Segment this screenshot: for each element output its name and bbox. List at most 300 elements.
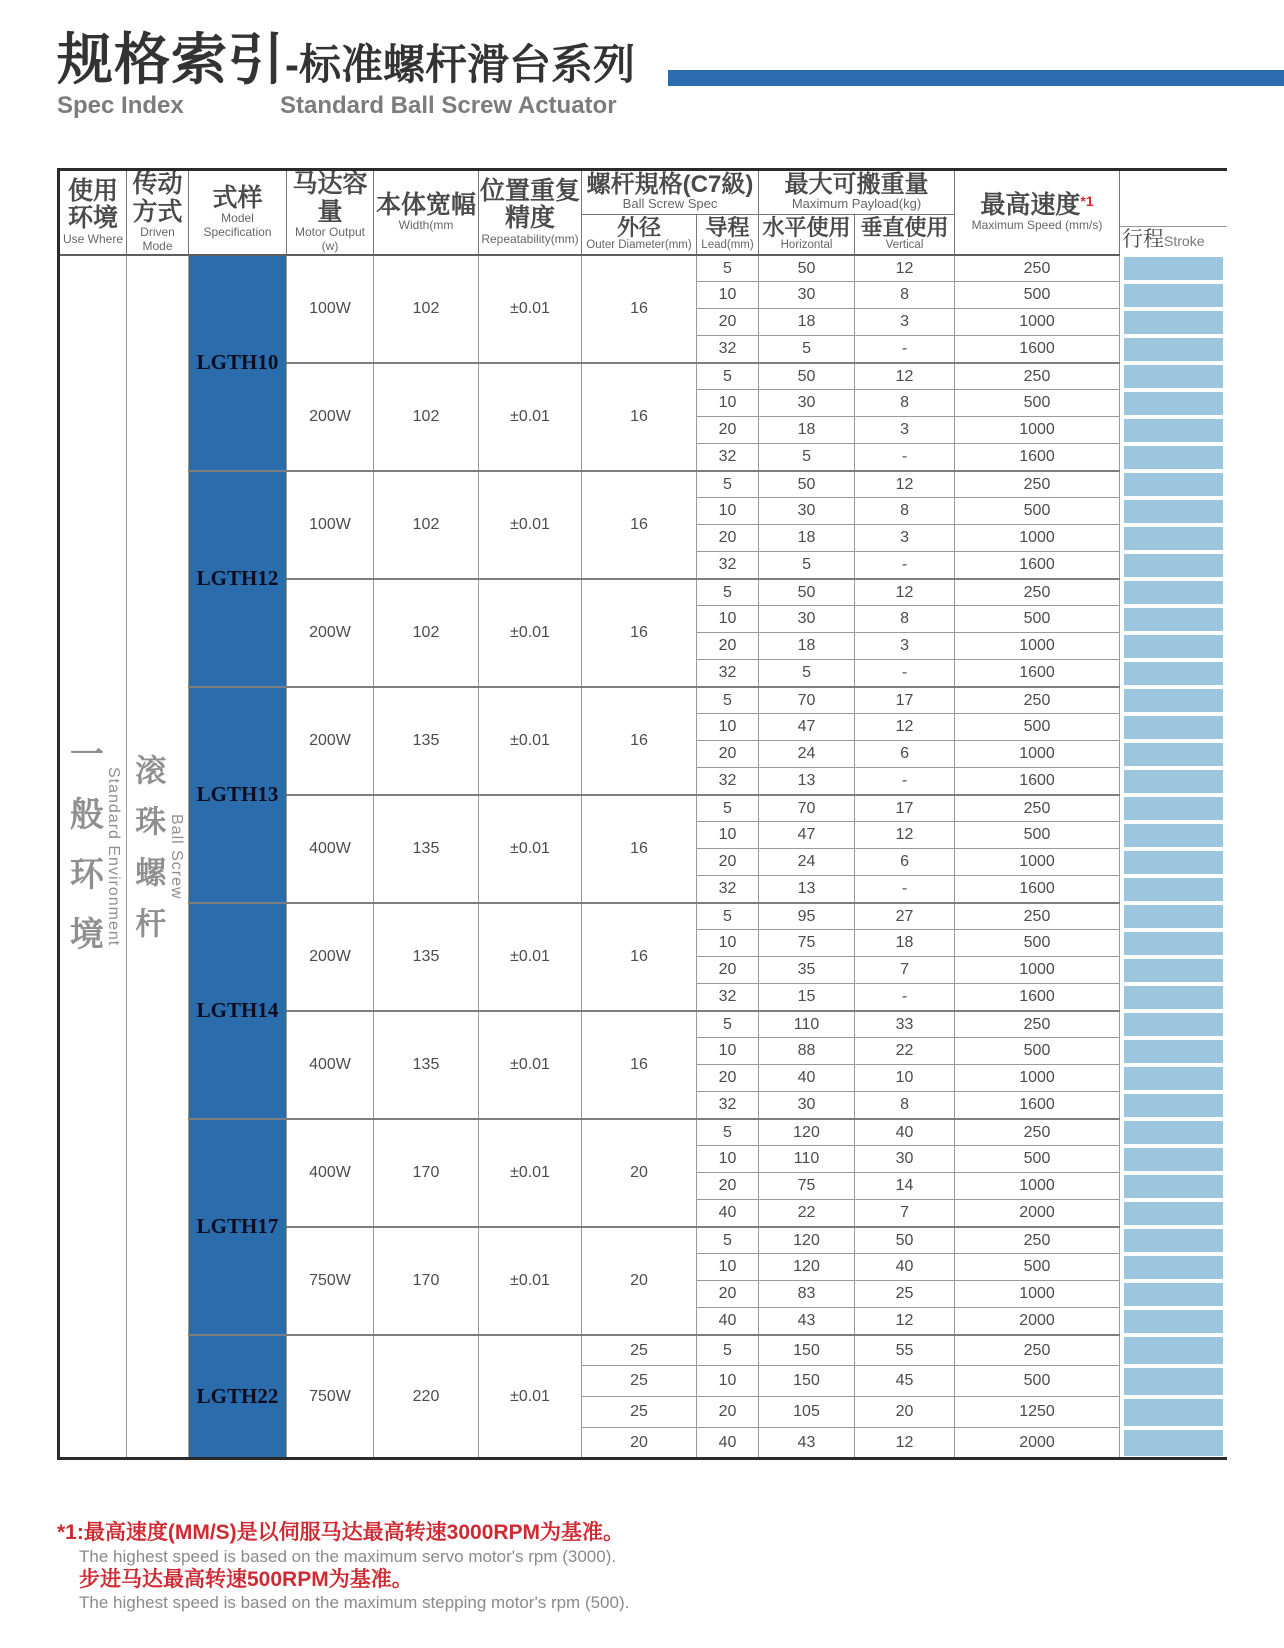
lead-cell: 32 (697, 768, 759, 795)
stroke-bar-cell (1120, 390, 1227, 417)
lead-cell: 5 (697, 255, 759, 282)
vertical-payload-header (855, 214, 955, 254)
stroke-bar-cell (1120, 1200, 1227, 1227)
stroke-bar-cell (1120, 309, 1227, 336)
stroke-bar-cell (1120, 471, 1227, 498)
vertical-payload-cell: 8 (855, 282, 955, 309)
speed-cell: 500 (955, 1146, 1120, 1173)
use-where-header-cn: 使用环境 (67, 176, 118, 233)
vertical-payload-cell: - (855, 552, 955, 579)
motor-output-cell: 200W (287, 903, 374, 1011)
repeatability-cell: ±0.01 (479, 1227, 582, 1335)
vertical-payload-cell: 30 (855, 1146, 955, 1173)
stroke-bar-cell (1120, 1397, 1227, 1428)
lead-cell: 5 (697, 1227, 759, 1254)
stroke-bar-cell (1120, 768, 1227, 795)
speed-cell: 1600 (955, 552, 1120, 579)
lead-cell: 10 (697, 1254, 759, 1281)
vertical-payload-cell: 3 (855, 309, 955, 336)
motor-output-cell: 200W (287, 579, 374, 687)
max-speed-header-en: Maximum Speed (mm/s) (971, 218, 1103, 233)
model-cell: LGTH10 (189, 255, 287, 471)
speed-cell: 500 (955, 1038, 1120, 1065)
vertical-payload-cell: 55 (855, 1335, 955, 1366)
horizontal-payload-cell: 83 (759, 1281, 855, 1308)
ball-screw-spec-header (582, 170, 759, 215)
page-title-cn: 规格索引 (57, 28, 285, 91)
lead-cell: 20 (697, 741, 759, 768)
lead-cell: 10 (697, 390, 759, 417)
motor-output-cell: 750W (287, 1227, 374, 1335)
horizontal-payload-cell: 5 (759, 336, 855, 363)
repeatability-cell: ±0.01 (479, 471, 582, 579)
horizontal-payload-cell: 13 (759, 876, 855, 903)
lead-cell: 10 (697, 930, 759, 957)
speed-cell: 500 (955, 1366, 1120, 1397)
stroke-bar-cell (1120, 336, 1227, 363)
speed-cell: 250 (955, 687, 1120, 714)
vertical-payload-header-cn: 垂直使用 (860, 214, 949, 240)
horizontal-payload-cell: 110 (759, 1146, 855, 1173)
stroke-bar-cell (1120, 444, 1227, 471)
lead-cell: 10 (697, 498, 759, 525)
horizontal-payload-cell: 50 (759, 471, 855, 498)
model-cell: LGTH14 (189, 903, 287, 1119)
vertical-payload-cell: 12 (855, 1308, 955, 1335)
stroke-bar-cell (1120, 633, 1227, 660)
model-cell: LGTH12 (189, 471, 287, 687)
max-payload-header (759, 170, 955, 215)
outer-diameter-header-en: Outer Diameter(mm) (586, 238, 692, 251)
environment-label-cn: 一般环境 (64, 736, 103, 977)
body-width-header-en: Width(mm (398, 218, 454, 233)
lead-cell: 32 (697, 336, 759, 363)
stroke-bar-cell (1120, 849, 1227, 876)
vertical-payload-cell: 18 (855, 930, 955, 957)
speed-cell: 1250 (955, 1397, 1120, 1428)
motor-output-cell: 400W (287, 795, 374, 903)
vertical-payload-cell: - (855, 444, 955, 471)
speed-cell: 1600 (955, 444, 1120, 471)
horizontal-payload-cell: 15 (759, 984, 855, 1011)
repeatability-cell: ±0.01 (479, 795, 582, 903)
speed-cell: 250 (955, 1335, 1120, 1366)
driven-mode-label-cn: 滚珠螺杆 (130, 754, 166, 959)
repeatability-cell: ±0.01 (479, 579, 582, 687)
stroke-bar-cell (1120, 714, 1227, 741)
page-header (57, 16, 635, 96)
outer-diameter-cell: 25 (582, 1335, 697, 1366)
footnote-line: The highest speed is based on the maximum servo motor's rpm (3000). (79, 1546, 617, 1566)
body-width-cell: 220 (374, 1335, 479, 1459)
stroke-bar-cell (1120, 255, 1227, 282)
horizontal-payload-cell: 24 (759, 741, 855, 768)
max-speed-header (955, 170, 1120, 255)
stroke-bar-cell (1120, 1227, 1227, 1254)
horizontal-payload-cell: 120 (759, 1227, 855, 1254)
vertical-payload-cell: - (855, 768, 955, 795)
horizontal-payload-cell: 5 (759, 444, 855, 471)
horizontal-payload-header (759, 214, 855, 254)
vertical-payload-cell: 8 (855, 606, 955, 633)
vertical-payload-cell: 40 (855, 1254, 955, 1281)
lead-cell: 10 (697, 1366, 759, 1397)
model-cell: LGTH22 (189, 1335, 287, 1459)
stroke-bar-cell (1120, 1281, 1227, 1308)
driven-mode-header-en: Driven Mode (140, 225, 175, 253)
outer-diameter-cell: 25 (582, 1366, 697, 1397)
stroke-bar-cell (1120, 1011, 1227, 1038)
body-width-cell: 135 (374, 903, 479, 1011)
horizontal-payload-cell: 88 (759, 1038, 855, 1065)
motor-output-header (287, 170, 374, 255)
repeatability-cell: ±0.01 (479, 255, 582, 363)
speed-cell: 1600 (955, 660, 1120, 687)
speed-cell: 500 (955, 390, 1120, 417)
vertical-payload-cell: 20 (855, 1397, 955, 1428)
vertical-payload-cell: 3 (855, 525, 955, 552)
horizontal-payload-cell: 120 (759, 1254, 855, 1281)
environment-cell (59, 255, 127, 1459)
subtitle-en-right: Standard Ball Screw Actuator (280, 92, 617, 119)
repeatability-header (479, 170, 582, 255)
horizontal-payload-header-en: Horizontal (780, 238, 833, 251)
vertical-payload-cell: - (855, 336, 955, 363)
horizontal-payload-cell: 18 (759, 417, 855, 444)
outer-diameter-header (582, 214, 697, 254)
body-width-cell: 135 (374, 1011, 479, 1119)
horizontal-payload-cell: 18 (759, 309, 855, 336)
repeatability-cell: ±0.01 (479, 363, 582, 471)
stroke-bar-cell (1120, 417, 1227, 444)
lead-cell: 32 (697, 552, 759, 579)
horizontal-payload-cell: 120 (759, 1119, 855, 1146)
stroke-bar-cell (1120, 1038, 1227, 1065)
speed-cell: 1000 (955, 309, 1120, 336)
horizontal-payload-cell: 30 (759, 606, 855, 633)
stroke-bar-cell (1120, 1335, 1227, 1366)
lead-cell: 5 (697, 1335, 759, 1366)
horizontal-payload-cell: 40 (759, 1065, 855, 1092)
lead-cell: 40 (697, 1308, 759, 1335)
stroke-header-label (1120, 227, 1227, 251)
body-width-cell: 102 (374, 579, 479, 687)
stroke-bar-cell (1120, 579, 1227, 606)
body-width-cell: 135 (374, 795, 479, 903)
vertical-payload-cell: 12 (855, 1428, 955, 1459)
outer-diameter-cell: 16 (582, 795, 697, 903)
outer-diameter-cell: 25 (582, 1397, 697, 1428)
vertical-payload-cell: 14 (855, 1173, 955, 1200)
outer-diameter-header-cn: 外径 (616, 214, 661, 240)
motor-output-cell: 750W (287, 1335, 374, 1459)
body-width-cell: 170 (374, 1119, 479, 1227)
model-header-en: Model Specification (203, 211, 272, 240)
lead-header (697, 214, 759, 254)
horizontal-payload-cell: 105 (759, 1397, 855, 1428)
lead-cell: 20 (697, 1065, 759, 1092)
horizontal-payload-cell: 70 (759, 795, 855, 822)
lead-cell: 10 (697, 282, 759, 309)
horizontal-payload-cell: 47 (759, 822, 855, 849)
page-title-suffix: -标准螺杆滑台系列 (285, 41, 635, 88)
motor-output-cell: 100W (287, 255, 374, 363)
speed-cell: 250 (955, 1011, 1120, 1038)
stroke-bar-cell (1120, 1092, 1227, 1119)
horizontal-payload-cell: 30 (759, 1092, 855, 1119)
stroke-bar-cell (1120, 282, 1227, 309)
horizontal-payload-cell: 24 (759, 849, 855, 876)
outer-diameter-cell: 16 (582, 471, 697, 579)
speed-cell: 1600 (955, 768, 1120, 795)
lead-cell: 5 (697, 903, 759, 930)
speed-cell: 1000 (955, 525, 1120, 552)
speed-cell: 1600 (955, 876, 1120, 903)
vertical-payload-cell: - (855, 876, 955, 903)
outer-diameter-cell: 16 (582, 903, 697, 1011)
vertical-payload-cell: 10 (855, 1065, 955, 1092)
lead-cell: 32 (697, 1092, 759, 1119)
speed-cell: 250 (955, 1119, 1120, 1146)
horizontal-payload-cell: 18 (759, 633, 855, 660)
repeatability-cell: ±0.01 (479, 903, 582, 1011)
speed-cell: 250 (955, 363, 1120, 390)
outer-diameter-cell: 16 (582, 255, 697, 363)
model-cell: LGTH13 (189, 687, 287, 903)
body-width-header (374, 170, 479, 255)
speed-cell: 1000 (955, 957, 1120, 984)
motor-output-header-cn: 马达容量 (292, 170, 368, 226)
repeatability-header-en: Repeatability(mm) (481, 231, 579, 246)
vertical-payload-cell: 22 (855, 1038, 955, 1065)
speed-cell: 250 (955, 1227, 1120, 1254)
vertical-payload-cell: 45 (855, 1366, 955, 1397)
title-accent-bar (668, 70, 1284, 86)
footnote-line: The highest speed is based on the maximum stepping motor's rpm (500). (79, 1593, 630, 1613)
speed-cell: 1000 (955, 1173, 1120, 1200)
stroke-bar-cell (1120, 741, 1227, 768)
lead-cell: 10 (697, 714, 759, 741)
lead-cell: 32 (697, 876, 759, 903)
outer-diameter-cell: 20 (582, 1428, 697, 1459)
footnotes (57, 1520, 629, 1614)
lead-cell: 32 (697, 660, 759, 687)
motor-output-header-en: Motor Output (w) (294, 225, 366, 253)
lead-cell: 5 (697, 1011, 759, 1038)
vertical-payload-cell: 12 (855, 363, 955, 390)
body-width-header-cn: 本体宽幅 (375, 190, 476, 219)
vertical-payload-cell: 8 (855, 390, 955, 417)
speed-cell: 2000 (955, 1200, 1120, 1227)
lead-cell: 5 (697, 687, 759, 714)
lead-cell: 32 (697, 984, 759, 1011)
lead-cell: 20 (697, 1173, 759, 1200)
speed-cell: 250 (955, 795, 1120, 822)
speed-cell: 250 (955, 255, 1120, 282)
outer-diameter-cell: 16 (582, 687, 697, 795)
vertical-payload-cell: 6 (855, 741, 955, 768)
outer-diameter-cell: 20 (582, 1119, 697, 1227)
horizontal-payload-cell: 110 (759, 1011, 855, 1038)
speed-cell: 2000 (955, 1428, 1120, 1459)
speed-cell: 250 (955, 471, 1120, 498)
lead-cell: 5 (697, 795, 759, 822)
vertical-payload-cell: - (855, 660, 955, 687)
horizontal-payload-cell: 30 (759, 390, 855, 417)
page-subtitle (57, 92, 617, 122)
stroke-bar-cell (1120, 525, 1227, 552)
horizontal-payload-cell: 150 (759, 1366, 855, 1397)
vertical-payload-cell: 12 (855, 579, 955, 606)
vertical-payload-cell: 17 (855, 795, 955, 822)
horizontal-payload-cell: 18 (759, 525, 855, 552)
motor-output-cell: 100W (287, 471, 374, 579)
speed-cell: 1000 (955, 633, 1120, 660)
motor-output-cell: 400W (287, 1011, 374, 1119)
vertical-payload-cell: 7 (855, 1200, 955, 1227)
stroke-bar-cell (1120, 1173, 1227, 1200)
stroke-bar-cell (1120, 606, 1227, 633)
stroke-bar-cell (1120, 930, 1227, 957)
spec-table-body (59, 255, 1227, 1459)
speed-cell: 1600 (955, 336, 1120, 363)
vertical-payload-cell: 12 (855, 471, 955, 498)
speed-cell: 1000 (955, 741, 1120, 768)
vertical-payload-cell: 7 (855, 957, 955, 984)
horizontal-payload-cell: 43 (759, 1308, 855, 1335)
stroke-header-label-en: Stroke (1164, 233, 1205, 249)
speed-cell: 500 (955, 714, 1120, 741)
vertical-payload-cell: 40 (855, 1119, 955, 1146)
horizontal-payload-cell: 35 (759, 957, 855, 984)
speed-cell: 500 (955, 282, 1120, 309)
body-width-cell: 102 (374, 363, 479, 471)
speed-cell: 250 (955, 903, 1120, 930)
horizontal-payload-cell: 50 (759, 579, 855, 606)
max-speed-header-cn: 最高速度$^{*1}$ (980, 190, 1094, 219)
use-where-header (59, 170, 127, 255)
outer-diameter-cell: 20 (582, 1227, 697, 1335)
repeatability-header-cn: 位置重复精度 (479, 176, 580, 233)
ball-screw-spec-header-en: Ball Screw Spec (622, 195, 718, 211)
stroke-bar-cell (1120, 1308, 1227, 1335)
lead-cell: 5 (697, 579, 759, 606)
horizontal-payload-header-cn: 水平使用 (762, 214, 851, 240)
stroke-bar-cell (1120, 552, 1227, 579)
speed-footnote-marker: *1 (1080, 192, 1094, 209)
stroke-bar-cell (1120, 795, 1227, 822)
speed-cell: 2000 (955, 1308, 1120, 1335)
driven-mode-cell (127, 255, 189, 1459)
vertical-payload-header-en: Vertical (885, 238, 924, 251)
speed-cell: 500 (955, 930, 1120, 957)
motor-output-cell: 200W (287, 687, 374, 795)
vertical-payload-cell: 6 (855, 849, 955, 876)
environment-label-en: Standard Environment (104, 766, 122, 946)
repeatability-cell: ±0.01 (479, 1011, 582, 1119)
horizontal-payload-cell: 50 (759, 363, 855, 390)
stroke-bar-cell (1120, 1146, 1227, 1173)
body-width-cell: 102 (374, 255, 479, 363)
speed-cell: 1000 (955, 417, 1120, 444)
vertical-payload-cell: 12 (855, 255, 955, 282)
speed-cell: 500 (955, 822, 1120, 849)
vertical-payload-cell: 3 (855, 633, 955, 660)
stroke-header-label-cn: 行程 (1122, 228, 1165, 251)
lead-cell: 20 (697, 1397, 759, 1428)
driven-mode-header-cn: 传动方式 (132, 170, 183, 226)
outer-diameter-cell: 16 (582, 579, 697, 687)
driven-mode-header (127, 170, 189, 255)
stroke-bar-cell (1120, 903, 1227, 930)
lead-cell: 20 (697, 849, 759, 876)
stroke-bar-cell (1120, 660, 1227, 687)
stroke-bar-cell (1120, 687, 1227, 714)
repeatability-cell: ±0.01 (479, 687, 582, 795)
lead-header-cn: 导程 (705, 214, 750, 240)
horizontal-payload-cell: 75 (759, 1173, 855, 1200)
subtitle-en-left: Spec Index (57, 92, 184, 119)
spec-table (57, 168, 1227, 1460)
stroke-bar-cell (1120, 984, 1227, 1011)
lead-cell: 10 (697, 606, 759, 633)
lead-header-en: Lead(mm) (701, 238, 754, 251)
horizontal-payload-cell: 5 (759, 660, 855, 687)
horizontal-payload-cell: 50 (759, 255, 855, 282)
lead-cell: 10 (697, 1038, 759, 1065)
footnote-line: 步进马达最高转速500RPM为基准。 (79, 1567, 413, 1591)
vertical-payload-cell: 25 (855, 1281, 955, 1308)
horizontal-payload-cell: 5 (759, 552, 855, 579)
horizontal-payload-cell: 95 (759, 903, 855, 930)
speed-cell: 500 (955, 498, 1120, 525)
horizontal-payload-cell: 75 (759, 930, 855, 957)
stroke-bar-cell (1120, 363, 1227, 390)
speed-cell: 500 (955, 606, 1120, 633)
horizontal-payload-cell: 70 (759, 687, 855, 714)
model-cell: LGTH17 (189, 1119, 287, 1335)
vertical-payload-cell: 50 (855, 1227, 955, 1254)
horizontal-payload-cell: 30 (759, 498, 855, 525)
lead-cell: 5 (697, 471, 759, 498)
stroke-bar-cell (1120, 1428, 1227, 1459)
vertical-payload-cell: 33 (855, 1011, 955, 1038)
vertical-payload-cell: 3 (855, 417, 955, 444)
vertical-payload-cell: 8 (855, 1092, 955, 1119)
use-where-header-en: Use Where (62, 231, 124, 246)
lead-cell: 20 (697, 525, 759, 552)
vertical-payload-cell: 27 (855, 903, 955, 930)
stroke-bar-cell (1120, 957, 1227, 984)
horizontal-payload-cell: 47 (759, 714, 855, 741)
horizontal-payload-cell: 22 (759, 1200, 855, 1227)
horizontal-payload-cell: 43 (759, 1428, 855, 1459)
motor-output-cell: 200W (287, 363, 374, 471)
footnote-line: *1:最高速度(MM/S)是以伺服马达最高转速3000RPM为基准。 (57, 1521, 625, 1544)
motor-output-cell: 400W (287, 1119, 374, 1227)
stroke-bar-cell (1120, 822, 1227, 849)
vertical-payload-cell: 17 (855, 687, 955, 714)
lead-cell: 40 (697, 1428, 759, 1459)
stroke-bar-cell (1120, 498, 1227, 525)
vertical-payload-cell: 8 (855, 498, 955, 525)
stroke-bar-cell (1120, 1065, 1227, 1092)
stroke-bar-cell (1120, 1119, 1227, 1146)
repeatability-cell: ±0.01 (479, 1119, 582, 1227)
vertical-payload-cell: 12 (855, 714, 955, 741)
speed-cell: 250 (955, 579, 1120, 606)
vertical-payload-cell: - (855, 984, 955, 1011)
